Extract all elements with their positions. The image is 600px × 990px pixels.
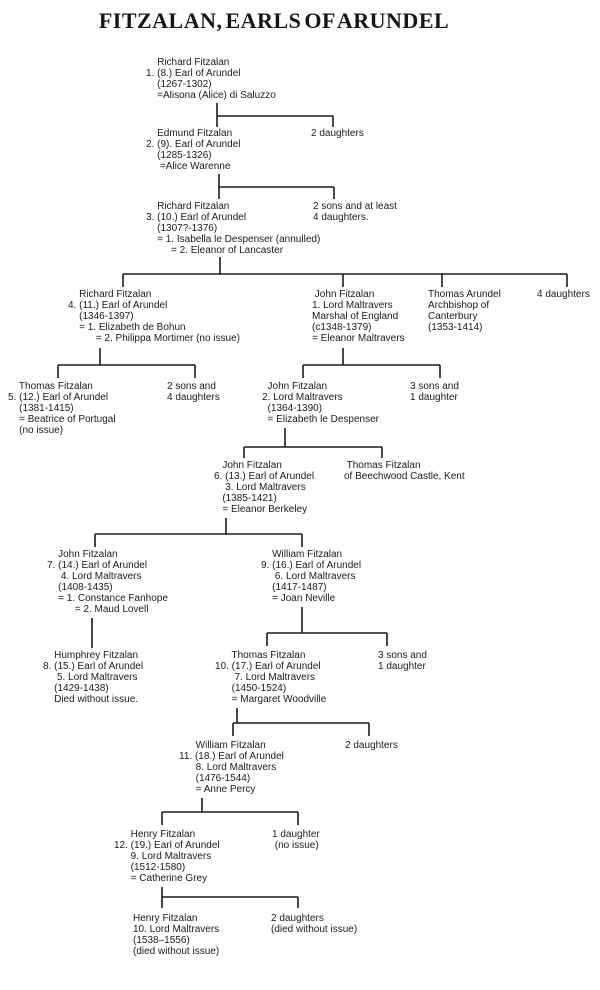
node-text-line: 1. Lord Maltravers: [312, 300, 393, 311]
node-text-line: Richard Fitzalan: [68, 289, 152, 300]
edges-william-16-to-children: [267, 607, 387, 646]
node-text-line: =Alisona (Alice) di Saluzzo: [146, 90, 276, 101]
node-text-line: = Elizabeth le Despenser: [262, 414, 380, 425]
note-2-daughters-died-without-issue-gen11: [271, 913, 357, 935]
node-text-line: Richard Fitzalan: [146, 201, 230, 212]
node-text-line: 7. Lord Maltravers: [215, 672, 316, 683]
person-thomas-arundel-archbishop: [428, 289, 501, 333]
note-1-daughter-no-issue-gen10: [272, 829, 320, 851]
node-text-line: 8. (15.) Earl of Arundel: [43, 661, 144, 672]
person-john-fitzalan-2nd-lord-maltravers: [262, 381, 379, 425]
node-text-line: 2 sons and at least: [313, 201, 397, 212]
person-richard-fitzalan-3rd-10th-earl: [146, 201, 320, 256]
person-john-fitzalan-7th-14th-earl: [47, 549, 168, 615]
node-text-line: 6. (13.) Earl of Arundel: [214, 471, 315, 482]
person-richard-fitzalan-4th-11th-earl: [68, 289, 240, 344]
node-text-line: John Fitzalan: [262, 381, 328, 392]
person-william-fitzalan-9th-16th-earl: [261, 549, 361, 604]
note-2-daughters-gen9: [345, 740, 398, 751]
person-henry-fitzalan-10th-lord-maltravers: [133, 913, 219, 957]
node-text-line: (1267-1302): [146, 79, 212, 90]
node-text-line: Thomas Fitzalan: [215, 650, 306, 661]
node-text-line: = Catherine Grey: [114, 873, 208, 884]
person-humphrey-fitzalan-8th-15th-earl: [43, 650, 143, 705]
node-text-line: 4 daughters.: [313, 212, 369, 223]
node-text-line: = Anne Percy: [179, 784, 256, 795]
node-text-line: (1285-1326): [146, 150, 212, 161]
node-text-line: (1538–1556): [133, 935, 190, 946]
node-text-line: 3. (10.) Earl of Arundel: [146, 212, 247, 223]
note-3-sons-1-daughter-gen8: [378, 650, 427, 672]
chart-title: FITZALAN, EARLS OF ARUNDEL: [98, 8, 450, 33]
node-text-line: 3 sons and: [410, 381, 459, 392]
edges-richard-10-to-children: [123, 257, 567, 287]
node-text-line: 2. Lord Maltravers: [262, 392, 343, 403]
node-text-line: Henry Fitzalan: [133, 913, 198, 924]
person-richard-fitzalan-1st-8th-earl: [146, 57, 276, 101]
node-text-line: = 2. Eleanor of Lancaster: [146, 245, 284, 256]
node-text-line: = 1. Isabella le Despenser (annulled): [146, 234, 321, 245]
node-text-line: Thomas Fitzalan: [344, 460, 421, 471]
node-text-line: 6. Lord Maltravers: [261, 571, 356, 582]
node-text-line: (1385-1421): [214, 493, 277, 504]
node-text-line: Henry Fitzalan: [114, 829, 196, 840]
node-text-line: (1353-1414): [428, 322, 483, 333]
node-text-line: Canterbury: [428, 311, 478, 322]
node-text-line: 10. Lord Maltravers: [133, 924, 220, 935]
node-text-line: 2 daughters: [311, 128, 364, 139]
note-2-sons-4-daughters-gen5: [167, 381, 220, 403]
node-text-line: = 2. Philippa Mortimer (no issue): [68, 333, 241, 344]
node-text-line: 9. Lord Maltravers: [114, 851, 212, 862]
node-text-line: = Eleanor Maltravers: [312, 333, 405, 344]
person-edmund-fitzalan-2nd-9th-earl: [146, 128, 241, 172]
node-text-line: Humphrey Fitzalan: [43, 650, 139, 661]
node-text-line: Died without issue.: [43, 694, 139, 705]
node-text-line: (1346-1397): [68, 311, 134, 322]
node-text-line: Edmund Fitzalan: [146, 128, 233, 139]
node-text-line: John Fitzalan: [214, 460, 282, 471]
node-text-line: 4 daughters: [537, 289, 590, 300]
person-thomas-fitzalan-of-beechwood: [344, 460, 465, 482]
node-text-line: 1. (8.) Earl of Arundel: [146, 68, 241, 79]
node-text-line: 1 daughter: [272, 829, 320, 840]
node-text-line: (1417-1487): [261, 582, 327, 593]
node-text-line: Thomas Arundel: [428, 289, 501, 300]
node-text-line: Marshal of England: [312, 311, 399, 322]
edges-henry-19-to-children: [162, 887, 298, 908]
node-text-line: (1512-1580): [114, 862, 186, 873]
edges-john-2nd-maltravers-to-children: [244, 428, 382, 458]
person-william-fitzalan-11th-18th-earl: [179, 740, 284, 795]
edges-edmund-9-to-children: [219, 174, 334, 199]
node-text-line: Thomas Fitzalan: [8, 381, 93, 392]
node-text-line: William Fitzalan: [179, 740, 266, 751]
node-text-line: William Fitzalan: [261, 549, 343, 560]
edges-john-1st-maltravers-to-children: [303, 348, 440, 378]
node-text-line: (no issue): [8, 425, 64, 436]
node-text-line: Archbishop of: [428, 300, 490, 311]
node-text-line: 7. (14.) Earl of Arundel: [47, 560, 148, 571]
note-3-sons-1-daughter-gen5: [410, 381, 459, 403]
node-text-line: (c1348-1379): [312, 322, 372, 333]
node-text-line: John Fitzalan: [47, 549, 118, 560]
node-text-line: (1476-1544): [179, 773, 251, 784]
node-text-line: = Beatrice of Portugal: [8, 414, 116, 425]
node-text-line: = Eleanor Berkeley: [214, 504, 308, 515]
node-text-line: 11. (18.) Earl of Arundel: [179, 751, 284, 762]
person-henry-fitzalan-12th-19th-earl: [114, 829, 220, 884]
person-john-fitzalan-6th-13th-earl: [214, 460, 314, 515]
node-text-line: 5. Lord Maltravers: [43, 672, 138, 683]
node-text-line: = 1. Elizabeth de Bohun: [68, 322, 186, 333]
edges-richard-11-to-children: [58, 348, 195, 378]
note-2-daughters-gen2: [311, 128, 364, 139]
node-text-line: 1 daughter: [410, 392, 458, 403]
node-text-line: 1 daughter: [378, 661, 426, 672]
edges-john-13-to-children: [95, 518, 302, 547]
node-text-line: (died without issue): [133, 946, 220, 957]
node-text-line: of Beechwood Castle, Kent: [344, 471, 465, 482]
person-thomas-fitzalan-10th-17th-earl: [215, 650, 326, 705]
node-text-line: (no issue): [272, 840, 319, 851]
node-text-line: (1364-1390): [262, 403, 323, 414]
edges-william-18-to-children: [162, 798, 298, 825]
node-text-line: 2 daughters: [345, 740, 398, 751]
edges-thomas-17-to-children: [233, 708, 369, 736]
node-text-line: (1450-1524): [215, 683, 287, 694]
node-text-line: 12. (19.) Earl of Arundel: [114, 840, 220, 851]
node-text-line: (1408-1435): [47, 582, 113, 593]
node-text-line: (1429-1438): [43, 683, 109, 694]
node-text-line: 4. (11.) Earl of Arundel: [68, 300, 168, 311]
person-thomas-fitzalan-5th-12th-earl: [8, 381, 116, 436]
node-text-line: (died without issue): [271, 924, 358, 935]
node-text-line: =Alice Warenne: [146, 161, 231, 172]
node-text-line: (1381-1415): [8, 403, 74, 414]
node-text-line: Richard Fitzalan: [146, 57, 230, 68]
note-2-sons-at-least-4-daughters-gen3: [313, 201, 397, 223]
node-text-line: 3. Lord Maltravers: [214, 482, 306, 493]
person-john-fitzalan-1st-lord-maltravers: [312, 289, 405, 344]
node-text-line: (1307?-1376): [146, 223, 218, 234]
node-text-line: 2 daughters: [271, 913, 324, 924]
node-text-line: = 1. Constance Fanhope: [47, 593, 168, 604]
node-text-line: 4. Lord Maltravers: [47, 571, 142, 582]
node-text-line: 9. (16.) Earl of Arundel: [261, 560, 362, 571]
node-text-line: John Fitzalan: [312, 289, 375, 300]
edges-richard-8-to-children: [217, 103, 333, 127]
node-text-line: 2 sons and: [167, 381, 216, 392]
node-text-line: = 2. Maud Lovell: [47, 604, 149, 615]
node-text-line: 10. (17.) Earl of Arundel: [215, 661, 321, 672]
note-4-daughters-gen4: [537, 289, 590, 300]
node-text-line: 5. (12.) Earl of Arundel: [8, 392, 109, 403]
node-text-line: 3 sons and: [378, 650, 427, 661]
node-text-line: 2. (9). Earl of Arundel: [146, 139, 241, 150]
node-text-line: = Margaret Woodville: [215, 694, 327, 705]
node-text-line: 8. Lord Maltravers: [179, 762, 277, 773]
node-text-line: = Joan Neville: [261, 593, 336, 604]
node-text-line: 4 daughters: [167, 392, 220, 403]
